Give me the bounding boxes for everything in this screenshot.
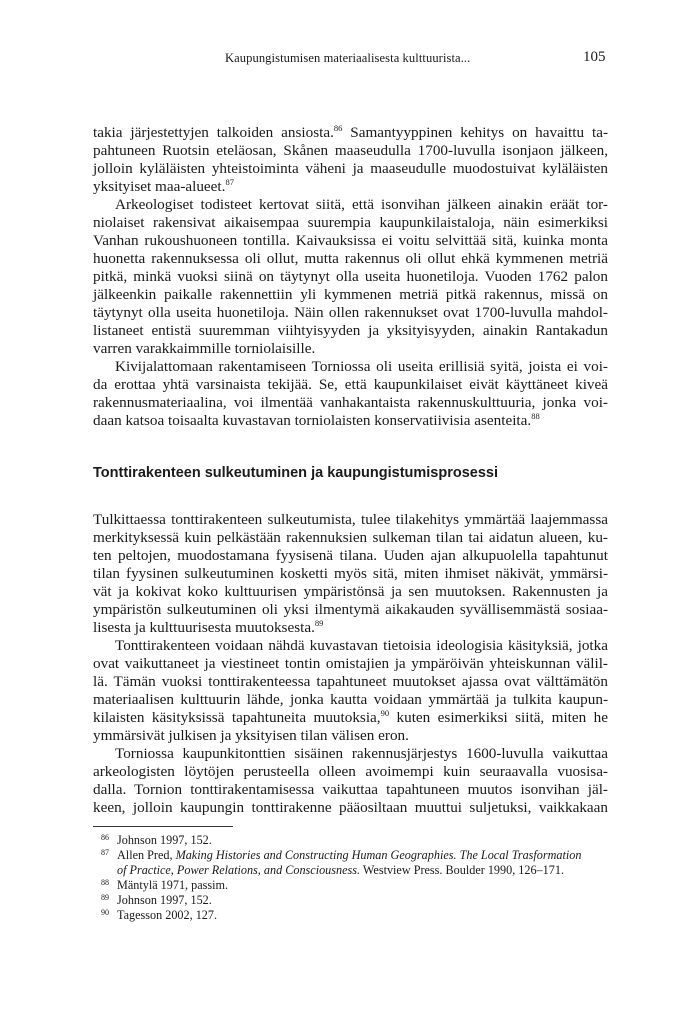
paragraph-line: listaneet entistä suuremman viihtyisyyden ja yksityisyyden, ainakin Rantakadun xyxy=(93,322,608,339)
paragraph-line: ten peltojen, muodostamana fyysisenä tilana. Uuden ajan alkupuolella tapahtunut xyxy=(93,547,608,564)
paragraph-line: Tulkittaessa tonttirakenteen sulkeutumista, tulee tilakehitys ymmärtää laajemmassa xyxy=(93,511,608,528)
paragraph-line: takia järjestettyjen talkoiden ansiosta.$^{86}$ Samantyyppinen kehitys on havaittu ta- xyxy=(93,123,608,141)
paragraph-line: kilaisten käsityksissä tapahtuneita muutoksia,$^{90}$ kuten esimerkiksi siitä, miten he xyxy=(93,708,608,726)
footnote-ref: 89 xyxy=(314,618,324,628)
footnote: 89 Johnson 1997, 152. xyxy=(101,893,212,907)
paragraph-line: lä. Tämän vuoksi tonttirakenteessa tapahtuneet muutokset ajassa ovat välttämätön xyxy=(93,673,608,690)
paragraph-line: niolaiset rakensivat aikaisempaa suurempia kaupunkilaistaloja, näin esimerkiksi xyxy=(93,214,608,231)
paragraph-line: Torniossa kaupunkitonttien sisäinen rakennusjärjestys 1600-luvulla vaikuttaa xyxy=(115,745,608,762)
footnote: 90 Tagesson 2002, 127. xyxy=(101,908,218,922)
paragraph-line: daan katsoa toisaalta kuvastavan torniolaisten konservatiivisia asenteita.$^{88}$ xyxy=(93,411,540,429)
paragraph-line: pahtuneen Ruotsin eteläosan, Skånen maaseudulla 1700-luvulla isonjaon jälkeen, xyxy=(93,142,608,159)
paragraph-line: rakennusmateriaalina, voi ilmentää vanhakantaista rakennuskulttuuria, jonka voi- xyxy=(93,394,608,411)
paragraph-line: huonetta rakennuksessa oli ollut, mutta rakennus oli ollut ehkä kymmenen metriä xyxy=(93,250,608,267)
running-header xyxy=(0,49,700,69)
paragraph-line: tilan fyysinen sulkeutuminen kosketti myös sitä, miten ihmiset näkivät, ymmärsi- xyxy=(93,565,608,582)
footnote-ref: 90 xyxy=(380,708,390,718)
paragraph-line: Tonttirakenteen voidaan nähdä kuvastavan tietoisia ideologisia käsityksiä, jotka xyxy=(115,637,608,654)
footnote: 87 Allen Pred, Making Histories and Constructing Human Geographies. The Local Trasformation xyxy=(101,848,582,862)
footnote-divider xyxy=(93,826,233,827)
paragraph-line: jolloin kyläläisten yhteistoiminta väheni ja maaseudulle muodostuivat kyläläisten xyxy=(93,160,608,177)
paragraph-line: varren varakkaimmille torniolaisille. xyxy=(93,340,316,357)
paragraph-line: täytynyt olla useita huonetiloja. Näin ollen rakennukset ovat 1700-luvulla mahdol- xyxy=(93,304,608,321)
paragraph-line: jälkeenkin paikalle rakennettiin yli kymmenen metriä pitkä rakennus, missä on xyxy=(93,286,608,303)
paragraph-line: vät ja kokivat koko kulttuurisen ympäristönsä ja sen muutoksen. Rakennusten ja xyxy=(93,583,608,600)
paragraph-line: merkityksessä kuin pelkästään rakennuksien sulkeman tilan tai aidatun alueen, ku- xyxy=(93,529,608,546)
paragraph-line: Arkeologiset todisteet kertovat siitä, että isonvihan jälkeen ainakin eräät tor- xyxy=(115,196,608,213)
footnote-continuation: of Practice, Power Relations, and Consciousness. Westview Press. Boulder 1990, 126–171. xyxy=(117,863,564,877)
paragraph-line: Kivijalattomaan rakentamiseen Torniossa oli useita erillisiä syitä, joista ei voi- xyxy=(115,358,608,375)
paragraph-line: pitkä, minkä vuoksi siinä on täytynyt olla useita huonetiloja. Vuoden 1762 palon xyxy=(93,268,608,285)
paragraph-line: ympäristön sulkeutuminen oli yksi ilmentymä aikakauden syvällisemmästä sosiaa- xyxy=(93,601,608,618)
paragraph-line: ovat vaikuttaneet ja viestineet tontin omistajien ja ympäröivän yhteiskunnan välil- xyxy=(93,655,608,672)
footnote-ref: 88 xyxy=(531,411,540,421)
paragraph-line: yksityiset maa-alueet.$^{87}$ xyxy=(93,177,234,195)
paragraph-line: arkeologisten löytöjen perusteella olleen avoimempi kuin seuraavalla vuosisa- xyxy=(93,763,608,780)
paragraph-line: materiaalisen kulttuurin lähde, jonka kautta voidaan ymmärtää ja tulkita kaupun- xyxy=(93,691,608,708)
paragraph-line: dalla. Tornion tonttirakentamisessa vaikuttaa tapahtuneen muutos isonvihan jäl- xyxy=(93,781,608,798)
paragraph-line: ymmärsivät julkisen ja yksityisen tilan välisen eron. xyxy=(93,727,409,744)
footnote: 86 Johnson 1997, 152. xyxy=(101,833,212,847)
footnote-ref: 86 xyxy=(333,123,343,133)
section-heading: Tonttirakenteen sulkeutuminen ja kaupungistumisprosessi xyxy=(93,465,499,481)
paragraph-line: Vanhan rukoushuoneen tontilla. Kaivauksissa ei voitu selvittää sitä, kuinka monta xyxy=(93,232,608,249)
page-number: 105 xyxy=(583,49,606,65)
footnote: 88 Mäntylä 1971, passim. xyxy=(101,878,229,892)
paragraph-line: keen, jolloin kaupungin tonttirakenne pääosiltaan muuttui suljetuksi, vaikkakaan xyxy=(93,799,608,816)
footnote-ref: 87 xyxy=(225,177,234,187)
running-title: Kaupungistumisen materiaalisesta kulttuurista... xyxy=(225,51,471,65)
paragraph-line: da erottaa yhtä varsinaista tekijää. Se, että kaupunkilaiset eivät käyttäneet kiveä xyxy=(93,376,608,393)
paragraph-line: lisesta ja kulttuurisesta muutoksesta.$^{89}$ xyxy=(93,618,324,636)
